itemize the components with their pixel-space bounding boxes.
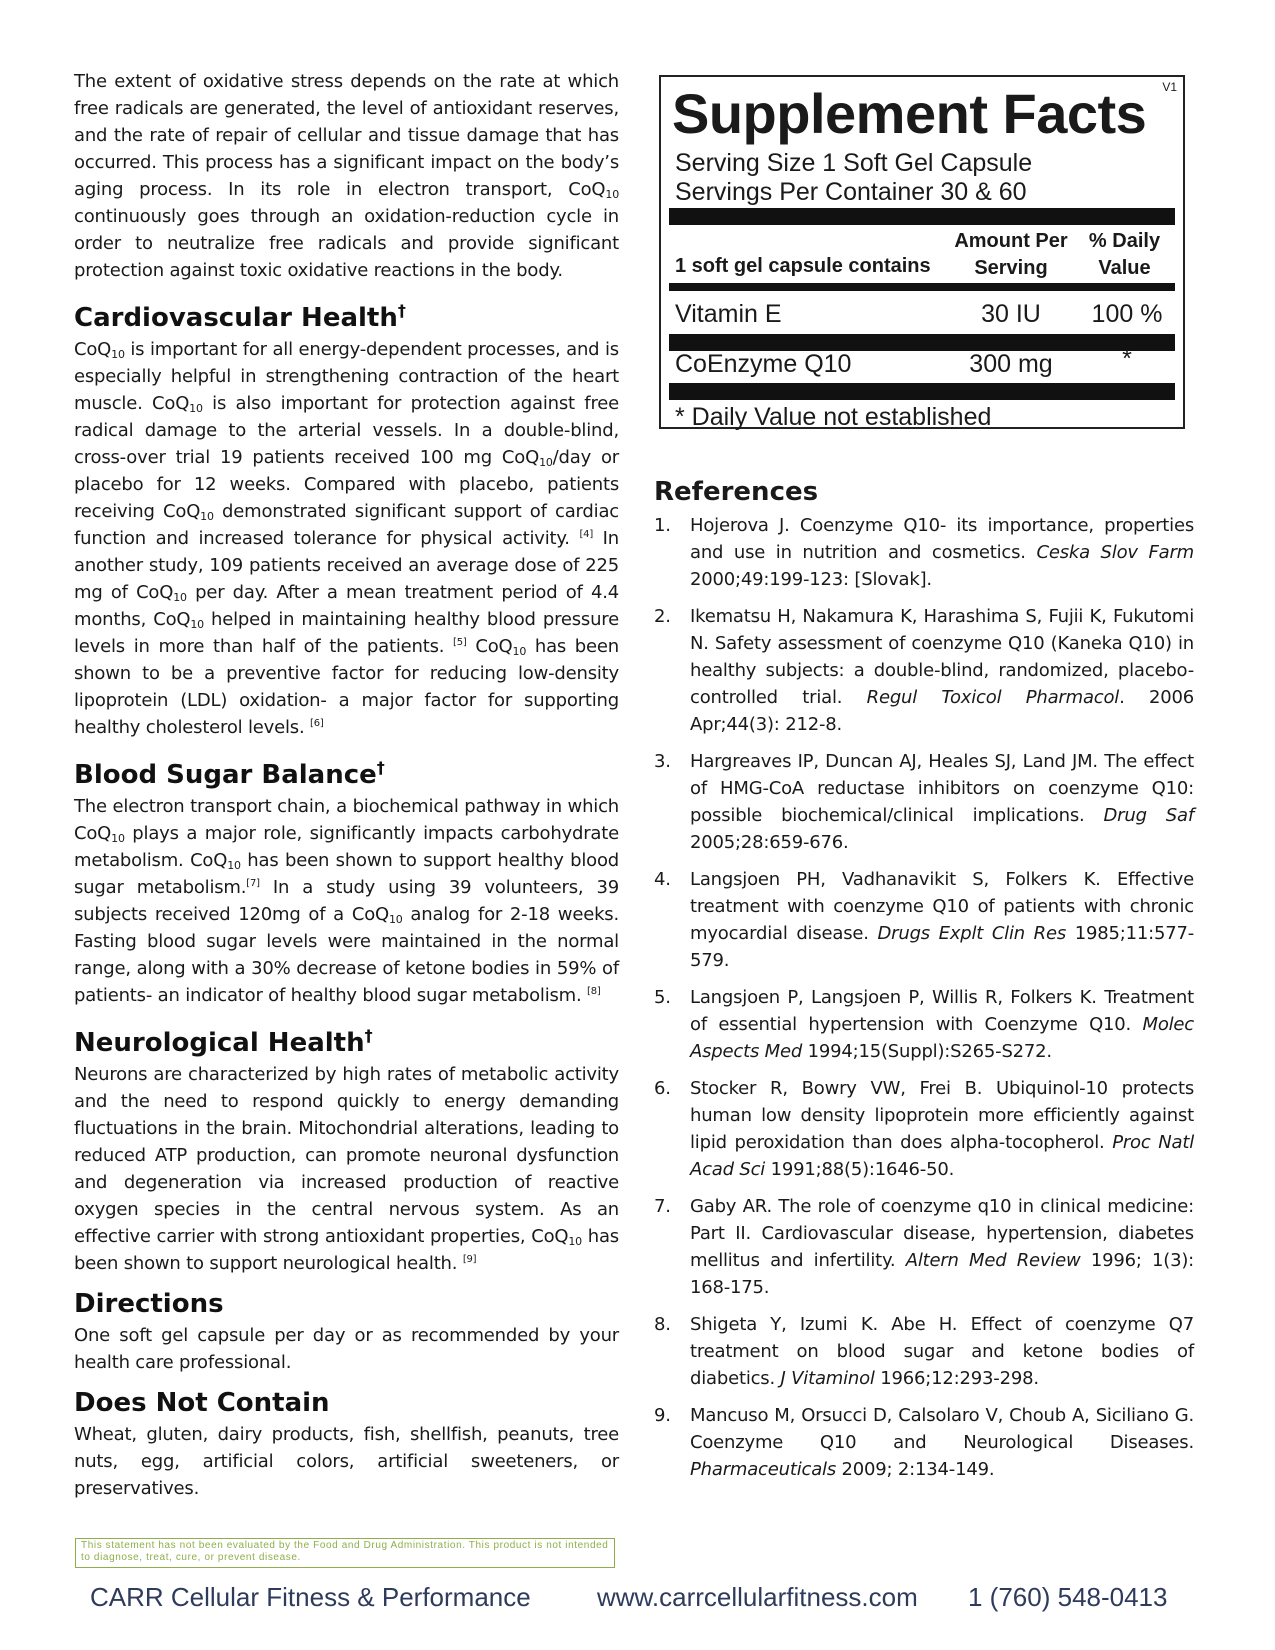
reference-citation: 1991;88(5):1646-50.	[765, 1159, 955, 1180]
reference-item	[654, 748, 1194, 856]
subscript-10: 10	[111, 348, 125, 361]
reference-journal: Altern Med Review	[905, 1250, 1081, 1271]
subscript-10: 10	[227, 859, 241, 872]
neuro-text: has been shown to support neurological health.	[74, 1226, 619, 1274]
company-name: CARR Cellular Fitness & Performance	[90, 1582, 531, 1612]
coq-text: CoQ	[153, 609, 191, 630]
coq-text: CoQ	[501, 447, 540, 468]
reference-journal: Pharmaceuticals	[690, 1459, 837, 1480]
references-list	[654, 512, 1194, 1483]
subscript-10: 10	[189, 402, 203, 415]
reference-text: Langsjoen P, Langsjoen P, Willis R, Folkers K. Treatment of essential hypertension with Coenzyme Q10.	[690, 987, 1194, 1035]
does-not-contain-text: Wheat, gluten, dairy products, fish, shellfish, peanuts, tree nuts, egg, artificial colors, artificial sweeteners, or preservatives.	[74, 1424, 619, 1499]
serving-size: Serving Size 1 Soft Gel Capsule	[675, 149, 1033, 177]
coq-text: CoQ	[152, 393, 190, 414]
reference-item	[654, 1402, 1194, 1483]
amount-header-line1: Amount Per	[954, 230, 1068, 252]
sugar-heading-text: Blood Sugar Balance	[74, 760, 377, 790]
amount-header-line2: Serving	[974, 257, 1048, 279]
neuro-text: Neurons are characterized by high rates of metabolic activity and the need to respond quickly to energy demanding fluctuations in the brain. Mitochondrial alterations, leading to reduced ATP production, can promote neuronal dysfunction and degeneration via increased production of reactive oxygen species in the central nervous system. As an effective carrier with strong antioxidant properties,	[74, 1064, 619, 1247]
reference-number: 3.	[654, 751, 671, 772]
intro-paragraph	[74, 68, 619, 284]
reference-text: Shigeta Y, Izumi K. Abe H. Effect of coenzyme Q7 treatment on blood sugar and ketone bodies of diabetics.	[690, 1314, 1194, 1389]
sugar-text: analog for 2-18 weeks. Fasting blood sugar levels were maintained in the normal range, along with a 30% decrease of ketone bodies in 59% of patients- an indicator of healthy blood sugar metabolism.	[74, 904, 620, 1006]
citation-5: [5]	[453, 637, 467, 648]
citation-8: [8]	[587, 986, 601, 997]
reference-citation: . 2006 Apr;44(3): 212-8.	[690, 687, 1195, 735]
neuro-heading	[74, 1020, 619, 1059]
reference-number: 2.	[654, 606, 671, 627]
cardio-paragraph	[74, 336, 619, 741]
facts-title: Supplement Facts	[672, 82, 1147, 145]
servings-per-container: Servings Per Container 30 & 60	[675, 178, 1027, 206]
fda-disclaimer-box: This statement has not been evaluated by the Food and Drug Administration. This product is not intended to diagnose, treat, cure, or prevent disease.	[75, 1538, 615, 1568]
reference-item	[654, 866, 1194, 974]
daily-header-line1: % Daily	[1088, 230, 1161, 252]
sugar-text: In a study using 39 volunteers, 39 subjects received 120mg of a	[74, 877, 619, 925]
reference-text: Hojerova J. Coenzyme Q10- its importance, properties and use in nutrition and cosmetics.	[690, 515, 1194, 563]
subscript-10: 10	[111, 832, 125, 845]
cardio-heading	[74, 295, 619, 334]
medium-divider	[669, 283, 1175, 291]
page-footer	[0, 1582, 1275, 1622]
supplement-facts-panel	[659, 75, 1185, 429]
website-link[interactable]: www.carrcellularfitness.com	[597, 1582, 918, 1612]
cardio-heading-text: Cardiovascular Health	[74, 303, 398, 333]
cardio-text: is also important for protection against free radical damage to the arterial vessels. In a double-blind, cross-over trial 19 patients received 100 mg	[74, 393, 619, 468]
reference-number: 9.	[654, 1405, 671, 1426]
reference-item	[654, 512, 1194, 593]
reference-text: Ikematsu H, Nakamura K, Harashima S, Fujii K, Fukutomi N. Safety assessment of coenzyme Q10 (Kaneka Q10) in healthy subjects: a double-blind, randomized, placebo-controlled trial.	[690, 606, 1194, 708]
coq-text: CoQ	[136, 582, 174, 603]
subscript-10: 10	[173, 591, 187, 604]
reference-citation: 2000;49:199-123: [Slovak].	[690, 569, 932, 590]
sugar-text: plays a major role, significantly impacts carbohydrate metabolism.	[74, 823, 619, 871]
nutrient-daily-value: *	[1122, 345, 1132, 373]
directions-text: One soft gel capsule per day or as recommended by your health care professional.	[74, 1325, 619, 1373]
contains-header: 1 soft gel capsule contains	[675, 255, 931, 277]
thick-divider	[669, 383, 1175, 400]
citation-4: [4]	[579, 529, 594, 540]
cardio-text: helped in maintaining healthy blood pressure levels in more than half of the patients.	[74, 609, 619, 657]
sugar-text: has been shown to support healthy blood sugar metabolism.	[74, 850, 620, 898]
reference-journal: J Vitaminol	[780, 1368, 875, 1389]
reference-text: Mancuso M, Orsucci D, Calsolaro V, Choub A, Siciliano G. Coenzyme Q10 and Neurological Diseases.	[690, 1405, 1194, 1453]
reference-number: 5.	[654, 987, 671, 1008]
reference-citation: 1966;12:293-298.	[874, 1368, 1039, 1389]
reference-journal: Molec Aspects Med	[690, 1014, 1194, 1062]
reference-number: 6.	[654, 1078, 671, 1099]
nutrient-name: Vitamin E	[675, 300, 782, 328]
nutrient-daily-value: 100 %	[1091, 300, 1163, 328]
subscript-10: 10	[568, 1235, 582, 1248]
cardio-text: has been shown to be a preventive factor for reducing low-density lipoprotein (LDL) oxidation- a major factor for supporting healthy cholesterol levels.	[74, 636, 619, 738]
cardio-text: is important for all energy-dependent processes, and is especially helpful in strengthening contraction of the heart muscle.	[74, 339, 619, 414]
sugar-text: The electron transport chain, a biochemical pathway in which	[74, 796, 619, 817]
reference-journal: Proc Natl Acad Sci	[690, 1132, 1194, 1180]
reference-number: 1.	[654, 515, 671, 536]
sugar-paragraph	[74, 793, 619, 1009]
reference-journal: Ceska Slov Farm	[1036, 542, 1194, 563]
version-label: V1	[1162, 80, 1177, 94]
intro-text-cont: continuously goes through an oxidation-reduction cycle in order to neutralize free radicals and provide significant protection against toxic oxidative reactions in the body.	[74, 206, 619, 281]
cardio-text: per day. After a mean treatment period of 4.4 months,	[74, 582, 619, 630]
reference-text: Hargreaves IP, Duncan AJ, Heales SJ, Land JM. The effect of HMG-CoA reductase inhibitors on coenzyme Q10: possible biochemical/clinical implications.	[690, 751, 1194, 826]
references-section	[654, 476, 1194, 1493]
subscript-10: 10	[389, 913, 403, 926]
reference-number: 4.	[654, 869, 671, 890]
coq-text: CoQ	[74, 339, 112, 360]
daily-header-line2: Value	[1098, 257, 1151, 279]
directions-heading: Directions	[74, 1289, 224, 1319]
coq-text: CoQ	[351, 904, 389, 925]
subscript-10: 10	[512, 645, 527, 658]
reference-text: Stocker R, Bowry VW, Frei B. Ubiquinol-10 protects human low density lipoprotein more efficiently against lipid peroxidation than does alpha-tocopherol.	[690, 1078, 1194, 1153]
reference-text: Langsjoen PH, Vadhanavikit S, Folkers K. Effective treatment with coenzyme Q10 of patients with chronic myocardial disease.	[690, 869, 1194, 944]
reference-journal: Drugs Explt Clin Res	[877, 923, 1067, 944]
reference-citation: 1994;15(Suppl):S265-S272.	[802, 1041, 1052, 1062]
reference-citation: 2009; 2:134-149.	[836, 1459, 995, 1480]
dagger-mark: †	[397, 301, 406, 320]
does-not-contain-heading: Does Not Contain	[74, 1388, 330, 1418]
reference-item	[654, 1075, 1194, 1183]
reference-item	[654, 603, 1194, 738]
nutrient-name: CoEnzyme Q10	[675, 350, 852, 378]
facts-footnote: * Daily Value not established	[675, 403, 992, 431]
neuro-heading-text: Neurological Health	[74, 1028, 365, 1058]
daily-value-header	[1077, 228, 1172, 282]
citation-7: [7]	[246, 878, 260, 889]
subscript-10: 10	[190, 618, 204, 631]
nutrient-amount: 30 IU	[981, 300, 1041, 328]
dagger-mark: †	[364, 1026, 373, 1045]
reference-item	[654, 1193, 1194, 1301]
subscript-10: 10	[605, 188, 619, 201]
coq-text: CoQ	[74, 823, 112, 844]
coq-text: CoQ	[475, 636, 513, 657]
amount-header	[950, 228, 1072, 282]
neuro-paragraph	[74, 1061, 619, 1277]
reference-citation: 1996; 1(3): 168-175.	[690, 1250, 1195, 1298]
reference-journal: Drug Saf	[1103, 805, 1194, 826]
left-column	[74, 68, 619, 1502]
intro-text: The extent of oxidative stress depends on the rate at which free radicals are generated, the level of antioxidant reserves, and the rate of repair of cellular and tissue damage that has occurred. This process has a significant impact on the body’s aging process. In its role in electron transport, CoQ	[74, 71, 619, 200]
cardio-text: /day or placebo for 12 weeks. Compared with placebo, patients receiving	[74, 447, 619, 522]
reference-citation: 2005;28:659-676.	[690, 832, 849, 853]
thick-divider	[669, 208, 1175, 225]
coq-text: CoQ	[190, 850, 228, 871]
coq-text: CoQ	[531, 1226, 569, 1247]
reference-journal: Regul Toxicol Pharmacol	[866, 687, 1120, 708]
dagger-mark: †	[376, 758, 385, 777]
reference-text: Gaby AR. The role of coenzyme q10 in clinical medicine: Part II. Cardiovascular disease, hypertension, diabetes mellitus and infertility.	[690, 1196, 1194, 1271]
references-heading: References	[654, 477, 819, 507]
reference-item	[654, 984, 1194, 1065]
phone-number[interactable]: 1 (760) 548-0413	[968, 1582, 1168, 1612]
subscript-10: 10	[539, 456, 553, 469]
reference-number: 7.	[654, 1196, 671, 1217]
nutrient-amount: 300 mg	[969, 350, 1053, 378]
reference-citation: 1985;11:577-579.	[690, 923, 1194, 971]
subscript-10: 10	[200, 510, 214, 523]
citation-9: [9]	[462, 1254, 477, 1265]
cardio-text: In another study, 109 patients received an average dose of 225 mg of	[74, 528, 619, 603]
coq-text: CoQ	[163, 501, 201, 522]
sugar-heading	[74, 752, 619, 791]
reference-item	[654, 1311, 1194, 1392]
reference-number: 8.	[654, 1314, 671, 1335]
citation-6: [6]	[310, 718, 324, 729]
cardio-text: demonstrated significant support of cardiac function and increased tolerance for physical activity.	[74, 501, 619, 549]
